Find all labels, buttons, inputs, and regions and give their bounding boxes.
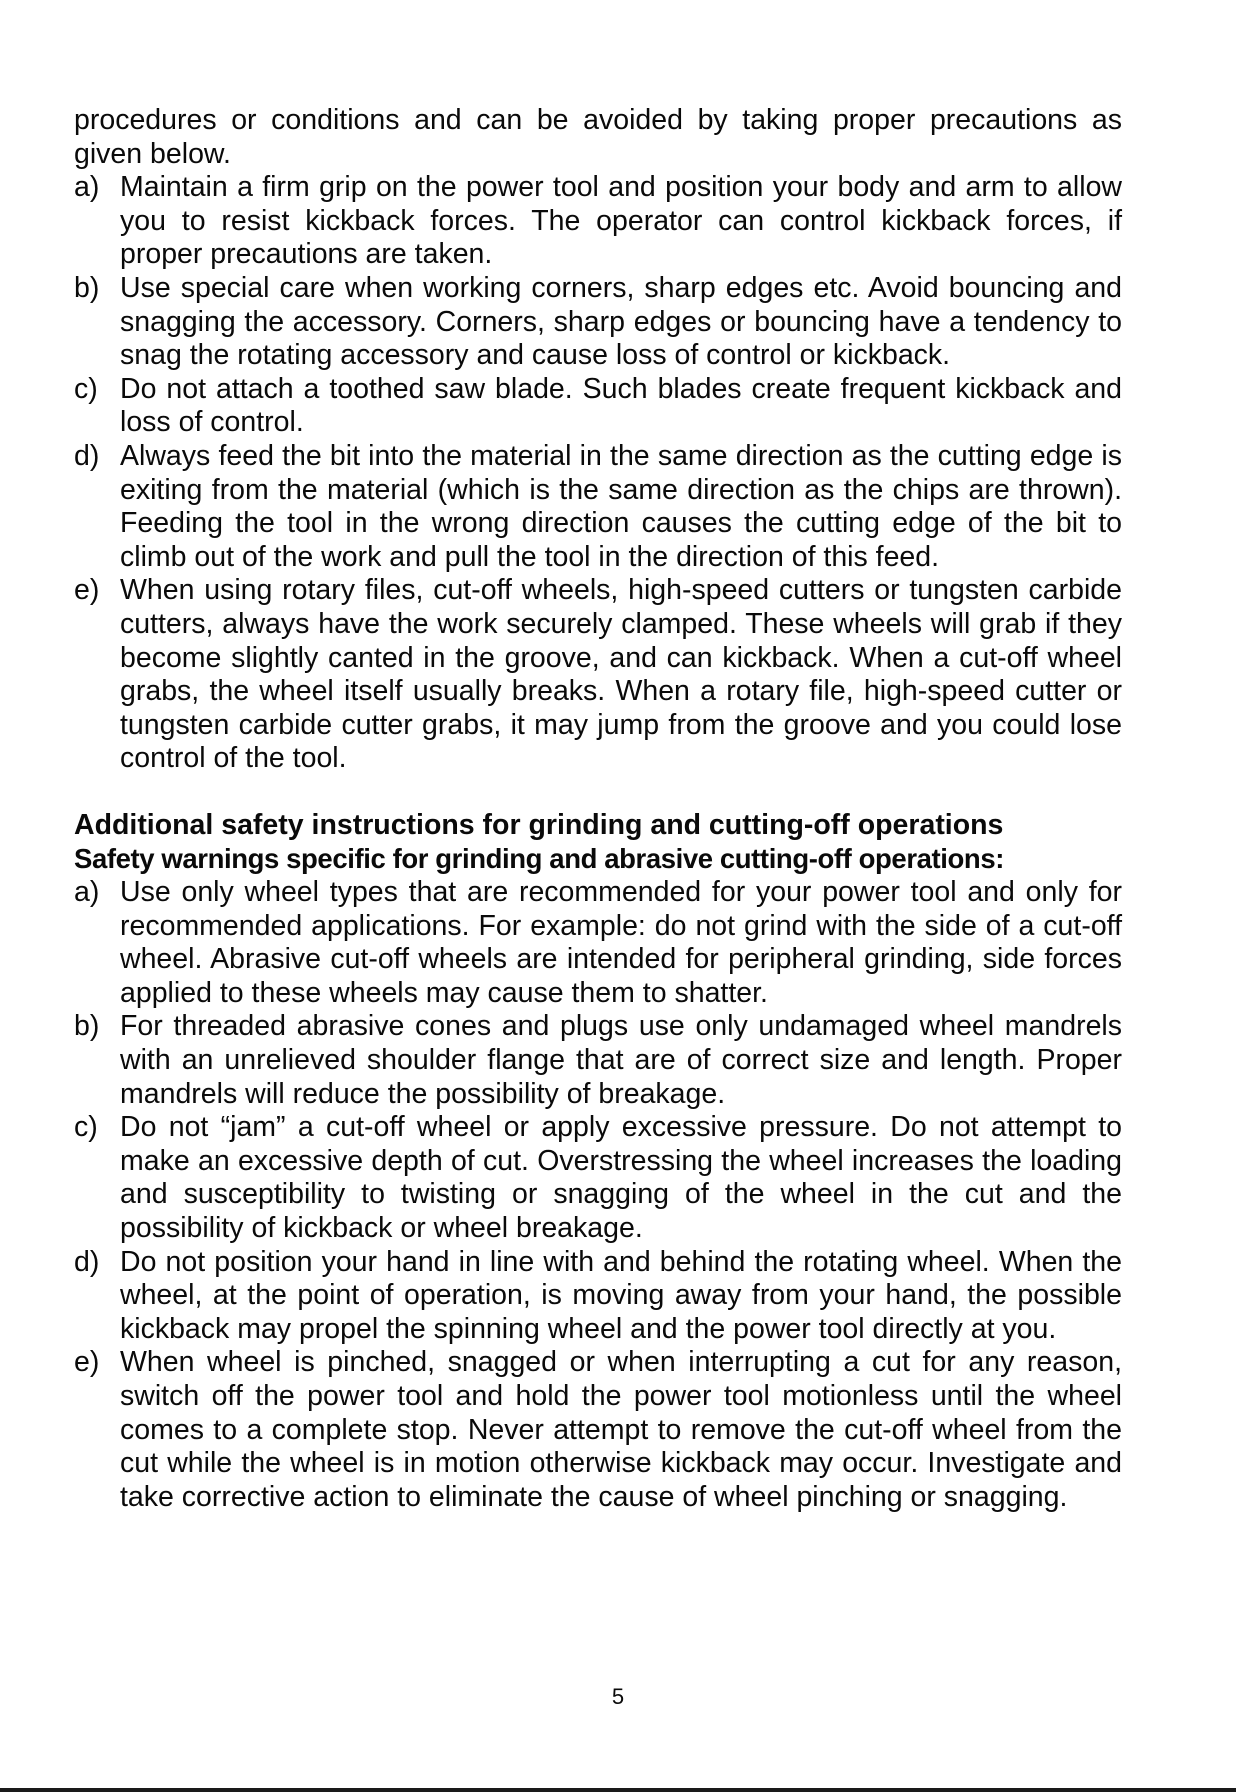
list-item-text: Do not position your hand in line with and behind the rotating wheel. When the wheel, at the point of operation, is moving away from your hand, the possible kickback may propel the spinning wheel and the power tool directly at you. xyxy=(120,1245,1122,1345)
list-item-text: When wheel is pinched, snagged or when interrupting a cut for any reason, switch off the power tool and hold the power tool motionless until the wheel comes to a complete stop. Never attempt to remove the cut-off wheel from the cut while the wheel is in motion otherwise kickback may occur. Investigate and take corrective action to eliminate the cause of wheel pinching or snagging. xyxy=(120,1346,1122,1513)
list-marker: d) xyxy=(74,439,100,472)
list-item xyxy=(74,1246,1122,1347)
list-marker: e) xyxy=(74,1346,100,1379)
list-marker: a) xyxy=(74,171,100,204)
kickback-precautions-list xyxy=(74,171,1122,776)
list-item xyxy=(74,1346,1122,1514)
list-item-text: Always feed the bit into the material in the same direction as the cutting edge is exiting from the material (which is the same direction as the chips are thrown). Feeding the tool in the wrong direction causes the cutting edge of the bit to climb out of the work and pull the tool in the direction of this feed. xyxy=(120,439,1122,573)
list-item xyxy=(74,171,1122,272)
list-item xyxy=(74,1111,1122,1245)
list-item-text: Use only wheel types that are recommended for your power tool and only for recommended applications. For example: do not grind with the side of a cut-off wheel. Abrasive cut-off wheels are intended for peripheral grinding, side forces applied to these wheels may cause them to shatter. xyxy=(120,876,1122,1009)
section-spacer xyxy=(74,776,1122,809)
section-subheading: Safety warnings specific for grinding and abrasive cutting-off operations: xyxy=(74,843,1004,875)
list-item xyxy=(74,876,1122,1010)
grinding-warnings-list xyxy=(74,876,1122,1514)
list-item-text: Use special care when working corners, sharp edges etc. Avoid bouncing and snagging the accessory. Corners, sharp edges or bouncing have a tendency to snag the rotating accessory and cause loss of control or kickback. xyxy=(120,271,1122,372)
list-item xyxy=(74,373,1122,440)
list-marker: a) xyxy=(74,876,100,909)
list-marker: e) xyxy=(74,574,100,607)
list-item xyxy=(74,574,1122,776)
list-marker: c) xyxy=(74,1111,98,1144)
list-item-text: Do not attach a toothed saw blade. Such blades create frequent kickback and loss of control. xyxy=(120,372,1122,439)
bottom-border xyxy=(0,1788,1236,1792)
list-item-text: Maintain a firm grip on the power tool and position your body and arm to allow you to resist kickback forces. The operator can control kickback forces, if proper precautions are taken. xyxy=(120,171,1122,271)
list-item xyxy=(74,1010,1122,1111)
list-item xyxy=(74,272,1122,373)
list-marker: c) xyxy=(74,372,98,405)
list-item xyxy=(74,440,1122,574)
list-item-text: Do not “jam” a cut-off wheel or apply excessive pressure. Do not attempt to make an excessive depth of cut. Overstressing the wheel increases the loading and susceptibility to twisting or snagging of the wheel in the cut and the possibility of kickback or wheel breakage. xyxy=(120,1111,1122,1244)
list-marker: b) xyxy=(74,271,100,304)
intro-paragraph: procedures or conditions and can be avoided by taking proper precautions as given below. xyxy=(74,104,1122,170)
section-heading: Additional safety instructions for grinding and cutting-off operations xyxy=(74,808,1004,841)
page-number: 5 xyxy=(611,1684,625,1709)
list-item-text: When using rotary files, cut-off wheels, high-speed cutters or tungsten carbide cutters, always have the work securely clamped. These wheels will grab if they become slightly canted in the groove, and can kickback. When a cut-off wheel grabs, the wheel itself usually breaks. When a rotary file, high-speed cutter or tungsten carbide cutter grabs, it may jump from the groove and you could lose control of the tool. xyxy=(120,574,1122,775)
list-marker: d) xyxy=(74,1245,100,1278)
list-marker: b) xyxy=(74,1010,100,1043)
list-item-text: For threaded abrasive cones and plugs use only undamaged wheel mandrels with an unrelieved shoulder flange that are of correct size and length. Proper mandrels will reduce the possibility of breakage. xyxy=(120,1010,1122,1110)
page-content xyxy=(74,104,1122,1514)
